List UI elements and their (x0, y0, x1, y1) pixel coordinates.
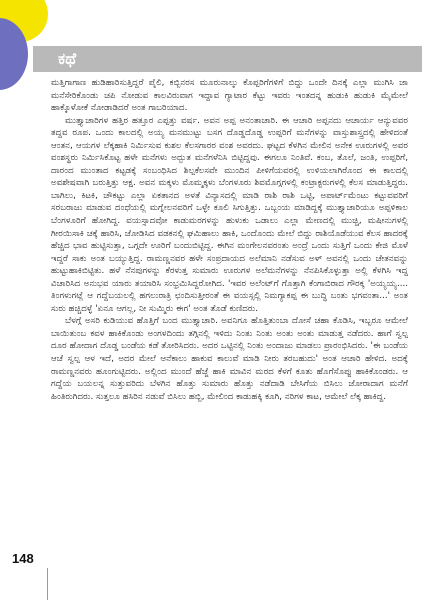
page-number: 148 (12, 551, 34, 566)
section-title: ಕಥೆ (58, 49, 77, 68)
margin-divider (47, 568, 48, 600)
section-header-band (33, 46, 422, 72)
paragraph: ಬೆಳಗ್ಗೆ ಅಸರಿ ಕುಡಿಯುವ ಹೊತ್ತಿಗೆ ಬಂದ ಮುತ್ತ್ಯಾಚಾರಿ. ಅವನಿಗೂ ಹೊತ್ತಿತುಂಬಾ ದೋಸೆ ಚಹಾ ಕೊಡಿಸಿ, ಇಬ್ಬರೂ ಆಮೇಲೆ ಬಾಯಿತುಂಬ ಕವಳ ಹಾಕಿಕೊಂಡು ಅಂಗಳದಿಂದು ತಗ್ಗಿನಲ್ಲಿ ಇಳಿದು ನಿಂತು ನಿಂತು ಅಂತು ಅಂತು ಮಾಡುತ್ತ ನಡೆದರು. ಹಾಗೆ ಸ್ವಲ್ಪ ದೂರ ಹೋದಾಗ ದೊಡ್ಡ ಬಂಡೆಯ ಕಡೆ ತೋರಿಸಿದರು. ಅದರ ಒಟ್ಟಿನಲ್ಲಿ ನಿಂತು ಅಂದಾಜು ಮಾಡಲು ಪ್ರಾರಂಭಿಸಿದರು. 'ಈ ಬಂಡೆಯ ಆಚೆ ಸ್ವಲ್ಪ ಆಳ ಇದೆ, ಅದರ ಮೇಲೆ ಆನೆಕಾಲು ಹಾಕುವ ಕಾಲುವೆ ಮಾಡಿ ನೀರು ತರಬಹುದು' ಅಂತ ಆಚಾರಿ ಹೇಳಿದ. ಅದಕ್ಕೆ ರಾಮಣ್ಣನವರು ಹೂಂಗುಟ್ಟಿದರು. ಅಲ್ಲಿಂದ ಮುಂದೆ ಹೆಜ್ಜೆ ಹಾಕಿ ಮಾವಿನ ಮರದ ಕೆಳಗೆ ಕೂತು ಹೊಗೆಸೊಪ್ಪು ಹಾಕಿಕೊಂಡರು. ಆ ಗದ್ದೆಯ ಬಯಲನ್ನ ಸುತ್ತುವರಿದು ಬೆಳಗಿನ ಹೊತ್ತು ಸುಮಾರು ಹೊತ್ತು ನಡೆದಾಡಿ ಬೇಸಿಗೆಯ ಬಿಸಿಲು ಜೋರಾದಾಗ ಮನೆಗೆ ಹಿಂತಿರುಗಿದರು. ಸುತ್ತಲೂ ಹಸಿರಿನ ನಡುವೆ ಬಿಸಿಲು ಹಬ್ಬಿ, ಮೇಲಿಂದ ಕಾಡುಹಕ್ಕಿ ಕೂಗಿ, ನರಿಗಳ ಕಾಟ, ಆಮೇಲೆ ಲೆಕ್ಕ ಹಾಕಿದ್ದ. (51, 316, 408, 402)
article-body (51, 77, 408, 403)
paragraph: ಮತ್ತಿಗಾಗಾಣ ಹುಡಿಹಾರಿಸುತ್ತಿದ್ದರೆ ಪೈಲಿ, ಕಬ್ಬಿನರಸ ಮೂರುನಾಲ್ಕು ಕೊಪ್ಪರಿಗೆಗಳಿಗೆ ಬಿದ್ದು ಒಂದೇ ದಿನಕ್ಕೆ ಎಲ್ಲಾ ಮುಗಿಸಿ ಜಾ ಮನೆಸೇರಿಕೊಂಡು ಚಪಿ ನೋಡುವ ಕಾಲವಿರುವಾಗ ಇದ್ದಾವ ಗ್ಯಾಟಾರ ಕೆಟ್ಟು ಇವರು ಇಂತದನ್ನ ಹುಡುಕಿ ಹುಡುಕಿ ಮೈಮೇಲೆ ಹಾಕ್ಕೊಳೋಕೆ ನೋಡಾಡಿದರೆ ಅಂತ ಗಾಬರಿಯಾದ. (51, 78, 408, 114)
paragraph: ಮುತ್ತ್ಯಾಚಾರಿಗಳ ಹತ್ತಿರ ಹತ್ತೂರ ಎಪ್ಪತ್ತು ವರ್ಷ. ಅವನ ಅಪ್ಪ ಅನಂತಾಚಾರಿ. ಈ ಆಚಾರಿ ಅಪ್ಪನದು ಆಚಾರ್ಯ ಆನ್ಯುವವರ ತದ್ದವ ರೂಪ. ಒಂದು ಕಾಲದಲ್ಲಿ ಅಯ್ಯ ಮನಮುಟ್ಟು ಬಸಗ ದೊಡ್ಡದೊಡ್ಡ ಉಪ್ಪರಿಗೆ ಮನೆಗಳನ್ನು ವಾಸ್ತುಶಾಸ್ತ್ರದಲ್ಲಿ ಹೇಳಿದಂತೆ ಆಂತನ, ಆಯಗಳ ಲೆಕ್ಕಹಾಕಿ ನಿರ್ಮಿಸುವ ಕುಶಲ ಕೆಲಸಗಾರರ ವಂಶ ಅವರದು. ಘಟ್ಟದ ಕೆಳಗಿನ ಮೇಲಿನ ಅನೇಕ ಊರುಗಳಲ್ಲಿ ಅವರ ವಂಶಸ್ಥರು ನಿರ್ಮಿಸಿಕೊಟ್ಟ ಹಳೇ ಮನೆಗಳು ಅದ್ಭುತ ಮನೆಗಳೆನಿಸಿ ಬಿಟ್ಟಿದ್ದವು. ಈಗಲೂ ನಿಂತಿವೆ. ಕಂಬ, ತೊಲೆ, ಜಂತಿ, ಉಪ್ಪರಿಗೆ, ದಾರಂದ ಮುಂತಾದ ಕಟ್ಟಡಕ್ಕೆ ಸಂಬಂಧಿಸಿದ ಶಿಲ್ಪಕೆಲಸವೇ ಮುಂದಿನ ಪೀಳಿಗೆಯವರಲ್ಲಿ ಉಳಿಯಲಾಗಿರೊಂದ ಈ ಕಾಲದಲ್ಲಿ ಅವಶೇಷವಾಗಿ ಬರುತ್ತಿತ್ತು ಆಕ್ಷ. ಅವನ ಮಕ್ಕಳು ಮೊಮ್ಮಕ್ಕಳು ಬೆಂಗಳೂರು ಶಿವಮೊಗ್ಗಗಳಲ್ಲಿ ಕಂಟ್ರಾಕ್ಟರುಗಳಲ್ಲಿ ಕೆಲಸ ಮಾಡುತ್ತಿದ್ದರು. ಬಾಗಿಲು, ಕಿಟಕಿ, ಚೌಕಟ್ಟು ಎಲ್ಲಾ ಏಕತಾನದ ಅಳತೆ ವಿನ್ಯಾಸದಲ್ಲಿ ಮಾಡಿ ರಾಶಿ ರಾಶಿ ಒಟ್ಟಿ, ಅಪಾರ್ಟ್‌ಮೆಂಟು ಕಟ್ಟುವವರಿಗೆ ಸರಬರಾಜು ಮಾಡುವ ದಂಧೆಯಲ್ಲಿ ಮಗ್ನೇಲನವರಿಗೆ ಒಳ್ಳೇ ಕೂಲಿ ಸಿಗುತ್ತಿತ್ತು. ಒಬ್ಬಂಯ ಮಾಡಿದ್ದಕ್ಕೆ ಮುತ್ತ್ಯಾಚಾರಿಯೂ ಅಪ್ಪಳಿಕಾಲ ಬೆಂಗಳೂರಿಗೆ ಹೋಗಿದ್ದ. ವಯಸ್ಸಾದವೋ ಕಾಡುಮರಗಳನ್ನು ಹುಳುಕು ಒಡಾಲು ಎಲ್ಲಾ ಮೇಣದಲ್ಲಿ ಮುಚ್ಚಿ, ಮಷೀನುಗಳಲ್ಲಿ ಗೀರಯಿಸಾಕಿ ಚಕ್ಕೆ ಹಾರಿಸಿ, ಜೋಡಿಸಿದ ವಡಕನಲ್ಲಿ ಘಮಿಹಾಲು ಹಾಕಿ, ಒಂದೊಂದು ಮೇಲೆ ಬಿದ್ದು ರಾಶಿಯೊಡೆಯುವ ಕೆಲಸ ಹಾದರಕ್ಕೆ ಹೆಚ್ಚಿದ ಭಾವ ಹುಟ್ಟಿಸುತ್ತಾ, ಒಗ್ಗದೇ ಊರಿಗೆ ಬಂದುಬಿಟ್ಟಿದ್ದ. ಈಗಿನ ಮಂಗೇಲನವರಂತು ಅಂದ್ರೆ ಒಂದು ಸುತ್ತಿಗೆ ಒಂದು ಕೇಜಿ ಮೊಳೆ ಇದ್ದರೆ ಸಾಕು ಅಂತ ಬಯ್ಯುತ್ತಿದ್ದ. ರಾಮಣ್ಣನವರ ಹಳೇ ಸಂಪ್ರದಾಯದ ಅಲೆಮಾನಿ ನಡೆಸುವ ಅಳ್ ಅವನಲ್ಲಿ ಒಂದು ಚೇತನವನ್ನು ಹುಟ್ಟುಹಾಕಿಬಿಟ್ಟಿತು. ಹಳೆ ನೆನಪುಗಳನ್ನು ಕೆರಳುತ್ತ ಸುಮಾರು ಊರುಗಳ ಅಲೆಮನೆಗಳನ್ನು ನೆನಪಿಸಿಕೊಳ್ಳುತ್ತಾ ಅಲ್ಲಿ ಕೆಳಗಿಸಿ ಇದ್ದ ವಿಚಾರಿಸಿದ ಅನುಭವ ಯಾರು ತಯಾರಿಸಿ ಸಂಭ್ರಮಿಸಿದ್ದರೋಗಿದ. 'ಇವರ ಅಲೆಂಟ್‌ಗೆ ಗೊತ್ತಾಗಿ ಕೆಂಗಾಬಿರಾದ ಗೌರಕ್ಕ 'ಅಯ್ಯಯ್ಯ.... ತಿಂಗಳುಗಟ್ಲೆ ಆ ಗದ್ದೆಬಯಲಲ್ಲಿ ಹಗಲುರಾತ್ರಿ ಛಂದಿಸುತ್ತೀರಂತೆ ಈ ವಯಸ್ಸಲ್ಲಿ ನಿಮಗ್ಯಾಕಪ್ಪ ಈ ಬುದ್ಧಿ ಬಂತು ಭಗವಂತಾ...' ಅಂತ ಸುರು ಹಚ್ಚಿದಳ್ಳೆ 'ಏನೂ ಆಗಲ್ಲ, ನೀ ಸುಮ್ಮಿರು ಈಗ' ಅಂತ ತೊಡೆ ಕುಣಿದರು. (51, 115, 408, 314)
